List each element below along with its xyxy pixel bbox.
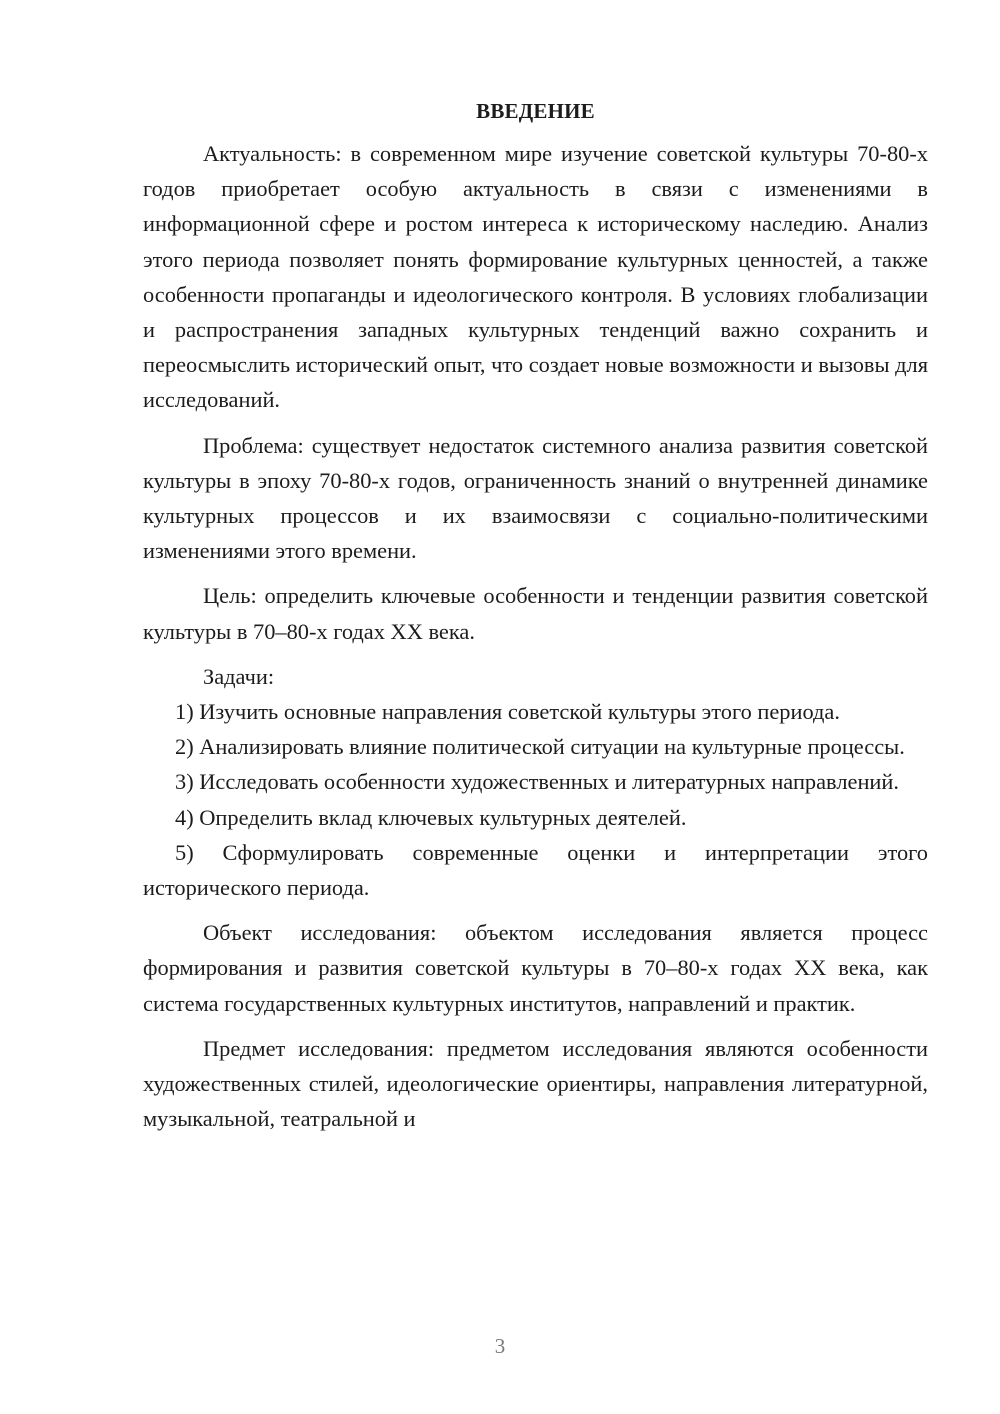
paragraph-tasks-heading: Задачи: (203, 663, 275, 689)
page-number: 3 (494, 1334, 506, 1358)
paragraph-relevance: Актуальность: в современном мире изучение советской культуры 70-80-х годов приобретает особую актуальность в связи с изменениями в информационной сфере и ростом интереса к историческому наследию. Анализ этого периода позволяет понять формирование культурных ценностей, а также особенности пропаганды и идеологического контроля. В условиях глобализации и распространения западных культурных тенденций важно сохранить и переосмыслить исторический опыт, что создает новые возможности и вызовы для исследований. (143, 141, 928, 413)
paragraph-goal: Цель: определить ключевые особенности и тенденции развития советской культуры в 70–80-х годах XX века. (143, 583, 928, 644)
document-page (143, 96, 928, 1136)
task-item-5: 5) Сформулировать современные оценки и интерпретации этого исторического периода. (143, 839, 928, 901)
paragraph-subject: Предмет исследования: предметом исследования являются особенности художественных стилей, идеологические ориентиры, направления литературной, музыкальной, театральной и (143, 1035, 928, 1132)
task-item-2: 2) Анализировать влияние политической ситуации на культурные процессы. (175, 734, 905, 760)
task-item-1: 1) Изучить основные направления советской культуры этого периода. (175, 699, 840, 725)
page-title: ВВЕДЕНИЕ (476, 99, 595, 123)
task-item-4: 4) Определить вклад ключевых культурных деятелей. (175, 804, 687, 830)
task-item-3: 3) Исследовать особенности художественных и литературных направлений. (175, 769, 899, 795)
paragraph-object: Объект исследования: объектом исследования является процесс формирования и развития советской культуры в 70–80-х годах XX века, как система государственных культурных институтов, направлений и практик. (143, 920, 928, 1016)
paragraph-problem: Проблема: существует недостаток системного анализа развития советской культуры в эпоху 70-80-х годов, ограниченность знаний о внутренней динамике культурных процессов и их взаимосвязи с социально-политическими изменениями этого времени. (143, 432, 928, 564)
